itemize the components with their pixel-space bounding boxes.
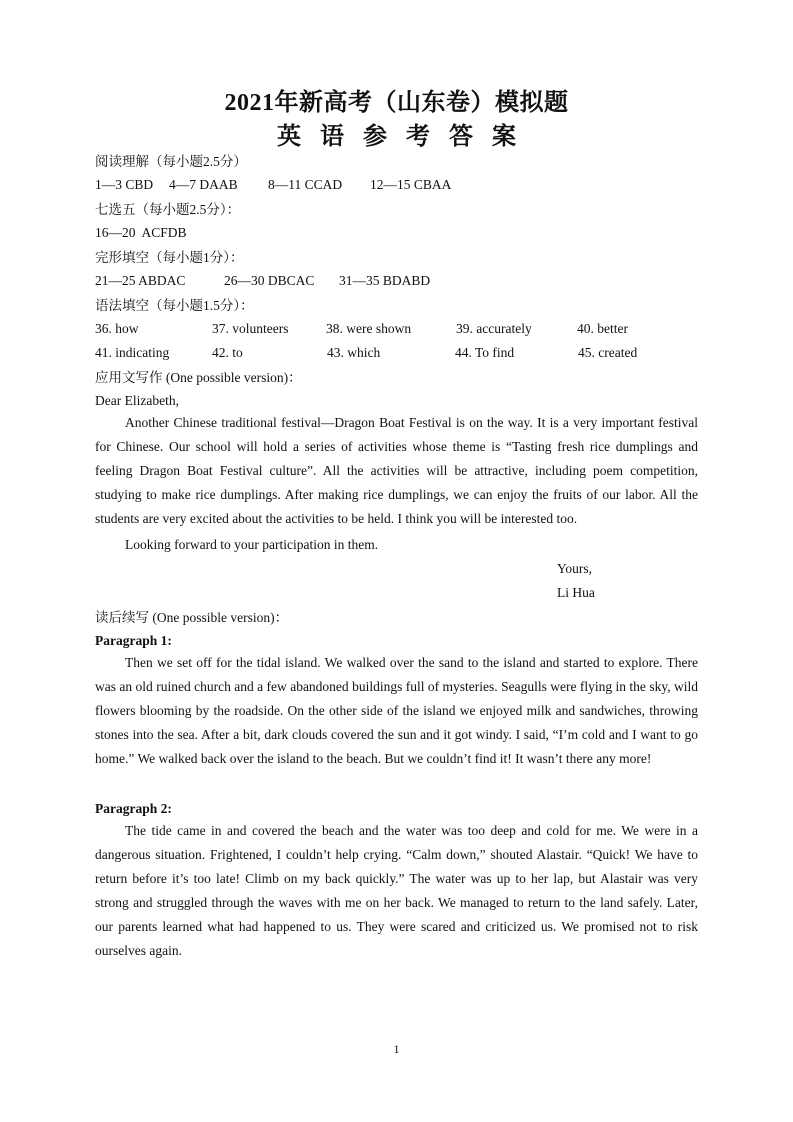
continuation-writing-heading: 读后续写 (One possible version)：	[95, 610, 289, 625]
paragraph-2-text: The tide came in and covered the beach and the water was too deep and cold for me. We were in a dangerous situation. Frightened, I couldn’t help crying. “Calm down,” shouted Alastair. “Quick! We have to return before it’s too late! Climb on my back quickly.” The water was up to her lap, but Alastair was very strong and struggled through the waves with me on her back. We managed to return to the land safely. Later, our parents learned what had happened to us. They were scared and criticized us. We promised not to risk ourselves again.	[95, 823, 698, 958]
seven-choose-five-heading: 七选五（每小题2.5分）：	[95, 202, 241, 217]
grammar-answer: 42. to	[212, 345, 243, 360]
cloze-answer-group: 31—35 BDABD	[339, 273, 431, 288]
letter-greeting: Dear Elizabeth,	[95, 393, 179, 408]
paragraph-2-label: Paragraph 2:	[95, 801, 172, 816]
cloze-answer-group: 26—30 DBCAC	[224, 273, 315, 288]
reading-answer-group: 12—15 CBAA	[370, 177, 452, 192]
letter-sign-off: Yours,	[557, 561, 593, 576]
grammar-heading: 语法填空（每小题1.5分）：	[95, 298, 254, 313]
letter-signature: Li Hua	[557, 585, 595, 600]
practical-writing-heading: 应用文写作 (One possible version)：	[95, 370, 302, 385]
grammar-answer: 40. better	[577, 321, 628, 336]
letter-closing-line: Looking forward to your participation in them.	[125, 537, 379, 552]
paragraph-1-text: Then we set off for the tidal island. We walked over the sand to the island and started to explore. There was an old ruined church and a few abandoned buildings full of mysteries. Seagulls were flying in the sky, wild flowers blooming by the roadside. On the other side of the island we enjoyed milk and sandwiches, throwing stones into the sea. After a bit, dark clouds covered the sun and it got windy. I said, “I’m cold and I want to go home.” We walked back over the island to the beach. But we couldn’t find it! It wasn’t there any more!	[95, 655, 698, 766]
grammar-answer: 41. indicating	[95, 345, 170, 360]
page-number: 1	[393, 1042, 400, 1056]
grammar-answer: 45. created	[578, 345, 638, 360]
reading-answer-group: 1—3 CBD	[95, 177, 154, 192]
reading-answer-group: 4—7 DAAB	[169, 177, 238, 192]
reading-heading: 阅读理解（每小题2.5分）	[95, 154, 247, 169]
grammar-answer: 44. To find	[455, 345, 515, 360]
grammar-answer: 36. how	[95, 321, 139, 336]
page-subtitle: 英语参考答案	[277, 124, 535, 150]
grammar-answer: 37. volunteers	[212, 321, 289, 336]
page-title: 2021年新高考（山东卷）模拟题	[224, 90, 569, 116]
paragraph-1-label: Paragraph 1:	[95, 633, 172, 648]
grammar-answer: 43. which	[327, 345, 381, 360]
cloze-answer-group: 21—25 ABDAC	[95, 273, 186, 288]
grammar-answer: 39. accurately	[456, 321, 532, 336]
grammar-answer: 38. were shown	[326, 321, 412, 336]
seven-choose-five-answers: 16—20 ACFDB	[95, 225, 187, 240]
reading-answer-group: 8—11 CCAD	[268, 177, 343, 192]
cloze-heading: 完形填空（每小题1分）：	[95, 250, 244, 265]
letter-body: Another Chinese traditional festival—Dragon Boat Festival is on the way. It is a very important festival for Chinese. Our school will hold a series of activities whose theme is “Tasting fresh rice dumplings and feeling Dragon Boat Festival culture”. All the activities will be attractive, including poem competition, studying to make rice dumplings. After making rice dumplings, we can enjoy the fruits of our labor. All the students are very excited about the activities to be held. I think you will be interested too.	[95, 415, 698, 526]
